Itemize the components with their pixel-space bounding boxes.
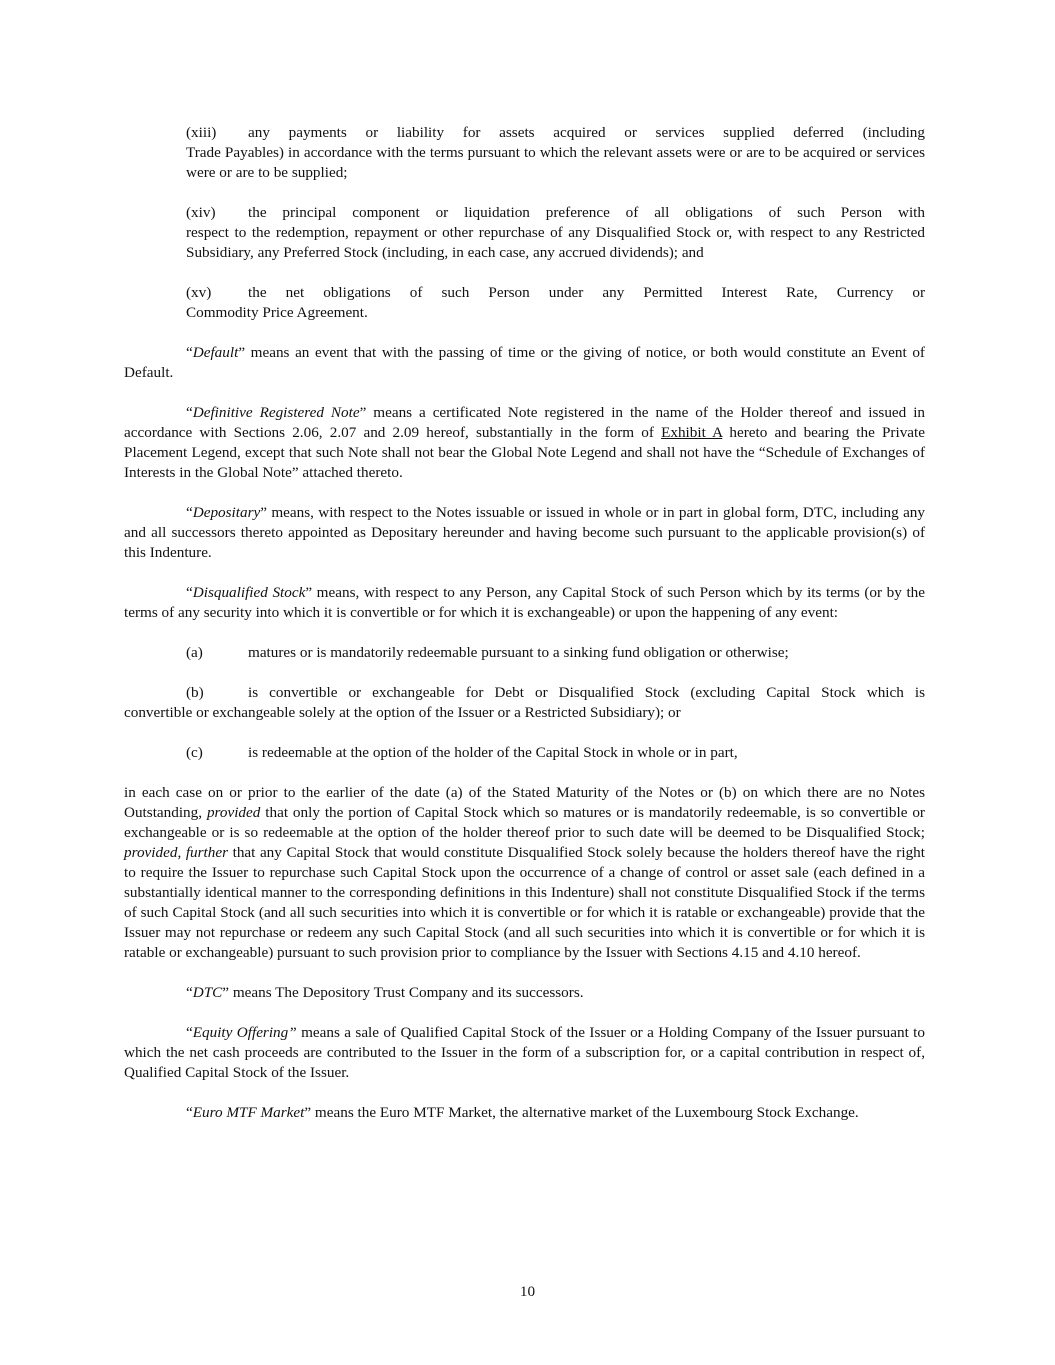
clause-label: (xiv)	[186, 204, 216, 221]
definition-text: ” means a certificated Note registered in the name of the Holder thereof and issued in accordance with Sections 2.06, 2.07 and 2.09 hereof, substantially in the form of	[124, 404, 926, 441]
sub-item-label: (c)	[186, 744, 203, 761]
clause-label: (xiii)	[186, 124, 217, 141]
sub-item-a	[124, 643, 925, 663]
sub-item-b	[124, 683, 925, 723]
provided-term: provided	[124, 844, 178, 861]
open-quote: “	[186, 984, 193, 1001]
clause-text: Trade Payables) in accordance with the terms pursuant to which the relevant assets were or are to be acquired or services were or are to be supplied;	[186, 144, 925, 181]
clause-xiv	[186, 203, 925, 263]
definition-euro-mtf-market	[124, 1103, 925, 1123]
clause-text-first-line: the principal component or liquidation preference of all obligations of such Person with	[248, 204, 925, 221]
defined-term: Definitive Registered Note	[192, 404, 360, 421]
clause-text: Commodity Price Agreement.	[186, 304, 368, 321]
sub-item-c	[124, 743, 925, 763]
sub-item-label: (b)	[186, 684, 204, 701]
defined-term: Default	[192, 344, 239, 361]
page-number: 10	[519, 1283, 536, 1300]
definition-equity-offering	[124, 1023, 925, 1083]
definition-definitive-registered-note	[124, 403, 925, 483]
defined-term: Disqualified Stock	[192, 584, 306, 601]
clause-label: (xv)	[186, 284, 212, 301]
open-quote: “	[186, 344, 193, 361]
open-quote: “	[186, 504, 193, 521]
clause-text-first-line: any payments or liability for assets acquired or services supplied deferred (including	[248, 124, 925, 141]
comma: ,	[177, 844, 186, 861]
document-page	[124, 123, 925, 1143]
open-quote: “	[186, 1104, 193, 1121]
defined-term: Euro MTF Market	[192, 1104, 305, 1121]
defined-term: Depositary	[192, 504, 261, 521]
open-quote: “	[186, 1024, 193, 1041]
sub-item-label: (a)	[186, 644, 203, 661]
open-quote: “	[186, 584, 193, 601]
further-term: further	[185, 844, 229, 861]
clause-text: respect to the redemption, repayment or other repurchase of any Disqualified Stock or, with respect to any Restricted Subsidiary, any Preferred Stock (including, in each case, any accrued dividends); and	[186, 224, 925, 261]
definition-text: ” means an event that with the passing of time or the giving of notice, or both would constitute an Event of Default.	[124, 344, 925, 381]
definition-text: ” means, with respect to the Notes issuable or issued in whole or in part in global form, DTC, including any and all successors thereto appointed as Depositary hereunder and having become such pursuant to the applicable provision(s) of this Indenture.	[124, 504, 925, 561]
definition-text-continued: hereto and bearing the Private Placement Legend, except that such Note shall not bear the Global Note Legend and shall not have the “Schedule of Exchanges of Interests in the Global Note” attached thereto.	[124, 424, 925, 481]
disqualified-stock-proviso	[124, 783, 925, 963]
definition-default	[124, 343, 925, 383]
sub-item-text: matures or is mandatorily redeemable pursuant to a sinking fund obligation or otherwise;	[248, 644, 789, 661]
definition-text: ” means, with respect to any Person, any Capital Stock of such Person which by its terms (or by the terms of any security into which it is convertible or for which it is exchangeable) or upon the happening of any event:	[124, 584, 926, 621]
definition-disqualified-stock	[124, 583, 925, 623]
definition-dtc	[124, 983, 925, 1003]
clause-xiii	[186, 123, 925, 183]
provided-term: provided	[206, 804, 261, 821]
definition-text: ” means the Euro MTF Market, the alternative market of the Luxembourg Stock Exchange.	[304, 1104, 859, 1121]
proviso-text: in each case on or prior to the earlier of the date (a) of the Stated Maturity of the Notes or (b) on which there are no Notes Outstanding,	[124, 784, 925, 821]
sub-item-text: convertible or exchangeable solely at the option of the Issuer or a Restricted Subsidiary); or	[124, 704, 681, 721]
exhibit-a-link[interactable]: Exhibit A	[661, 424, 723, 441]
open-quote: “	[186, 404, 193, 421]
definition-depositary	[124, 503, 925, 563]
clause-text-first-line: the net obligations of such Person under any Permitted Interest Rate, Currency or	[248, 284, 925, 301]
defined-term: DTC	[192, 984, 223, 1001]
definition-text: ” means The Depository Trust Company and its successors.	[222, 984, 584, 1001]
definition-text: means a sale of Qualified Capital Stock of the Issuer or a Holding Company of the Issuer pursuant to which the net cash proceeds are contributed to the Issuer in the form of a subscription for, or a capital contribution in respect of, Qualified Capital Stock of the Issuer.	[124, 1024, 925, 1081]
proviso-text: that only the portion of Capital Stock which so matures or is mandatorily redeemable, is so convertible or exchangeable or is so redeemable at the option of the holder thereof prior to such date will be deemed to be Disqualified Stock;	[124, 804, 925, 841]
clause-xv	[186, 283, 925, 323]
defined-term: Equity Offering”	[192, 1024, 297, 1041]
sub-item-text-first-line: is convertible or exchangeable for Debt or Disqualified Stock (excluding Capital Stock which is	[248, 684, 925, 701]
sub-item-text: is redeemable at the option of the holder of the Capital Stock in whole or in part,	[248, 744, 738, 761]
proviso-text: that any Capital Stock that would constitute Disqualified Stock solely because the holders thereof have the right to require the Issuer to repurchase such Capital Stock upon the occurrence of a change of control or asset sale (each defined in a substantially identical manner to the corresponding definitions in this Indenture) shall not constitute Disqualified Stock if the terms of such Capital Stock (and all such securities into which it is convertible or for which it is ratable or exchangeable) provide that the Issuer may not repurchase or redeem any such Capital Stock (and all such securities into which it is convertible or for which it is ratable or exchangeable) pursuant to such provision prior to compliance by the Issuer with Sections 4.15 and 4.10 hereof.	[124, 844, 925, 961]
